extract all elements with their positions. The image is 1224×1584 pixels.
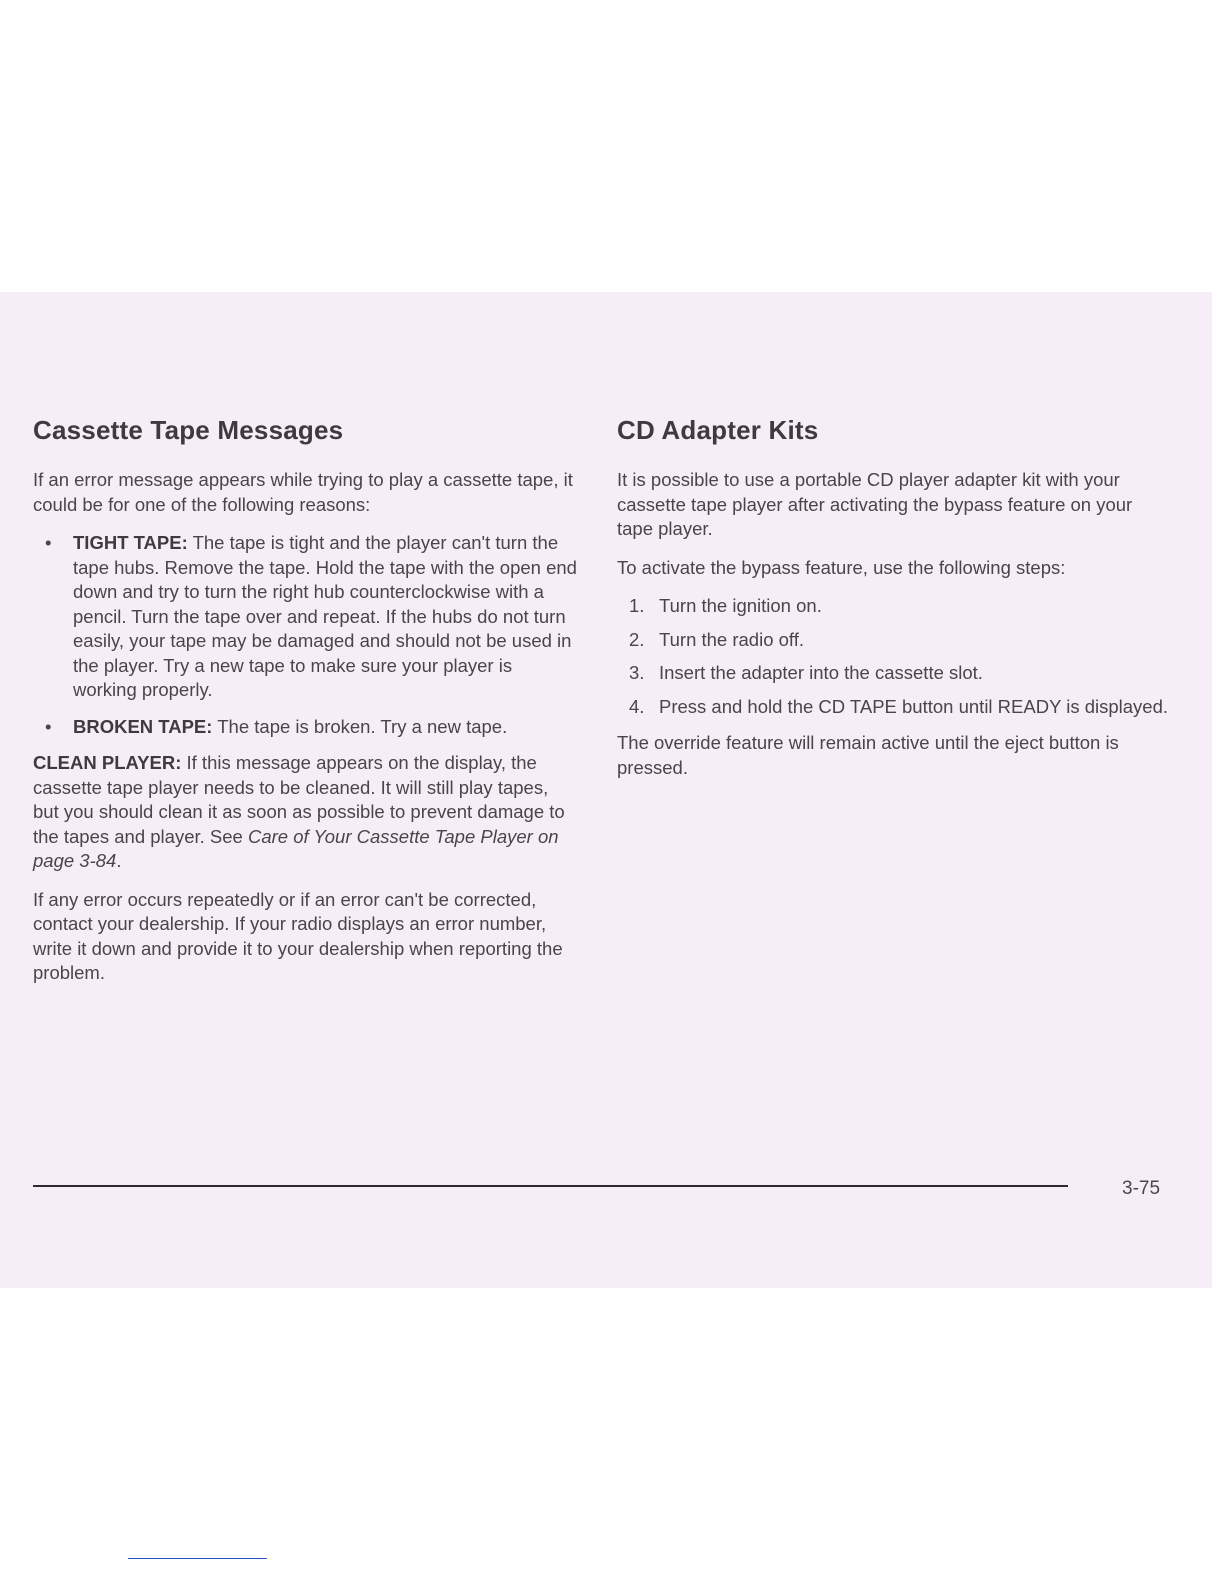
step-text: Turn the radio off. — [659, 628, 805, 650]
message-text: The tape is broken. Try a new tape. — [212, 715, 508, 737]
clean-player-text: If this message appears on the display, the cassette tape player needs to be cleaned. It will still play tapes, but you should clean it as soon as possible to prevent damage to the tapes and player. See — [33, 752, 565, 847]
message-term: BROKEN TAPE: — [73, 715, 213, 737]
link-underline — [128, 1558, 267, 1559]
list-item — [33, 715, 578, 740]
cd-adapter-intro: It is possible to use a portable CD player adapter kit with your cassette tape player after activating the bypass feature on your tape player. — [617, 469, 1133, 539]
list-item — [617, 628, 1172, 653]
section-heading-cassette: Cassette Tape Messages — [33, 415, 344, 445]
cassette-closing: If any error occurs repeatedly or if an error can't be corrected, contact your dealership. If your radio displays an error number, write it down and provide it to your dealership when reporting the problem. — [33, 888, 563, 983]
step-text: Press and hold the CD TAPE button until READY is displayed. — [659, 695, 1169, 717]
cross-reference: Care of Your Cassette Tape Player on page 3-84 — [33, 825, 559, 871]
list-item — [617, 594, 1172, 619]
step-number: 1. — [629, 595, 645, 616]
cd-adapter-closing: The override feature will remain active until the eject button is pressed. — [617, 732, 1119, 778]
step-text: Insert the adapter into the cassette slot. — [659, 662, 983, 683]
section-heading-cd-adapter: CD Adapter Kits — [617, 415, 819, 445]
bullet-icon: • — [45, 532, 52, 553]
cassette-intro: If an error message appears while trying to play a cassette tape, it could be for one of the following reasons: — [33, 469, 573, 515]
step-text: Turn the ignition on. — [659, 595, 822, 616]
message-text: The tape is tight and the player can't turn the tape hubs. Remove the tape. Hold the tape with the open end down and try to turn the right hub counterclockwise with a pencil. Turn the tape over and repeat. If the hubs do not turn easily, your tape may be damaged and should not be used in the player. Try a new tape to make sure your player is working properly. — [73, 532, 577, 700]
step-number: 2. — [629, 628, 645, 650]
list-item — [617, 695, 1172, 720]
message-term: CLEAN PLAYER: — [33, 752, 182, 773]
step-number: 3. — [629, 662, 645, 683]
message-term: TIGHT TAPE: — [73, 532, 188, 553]
list-item — [33, 531, 578, 703]
page-number: 3-75 — [1122, 1178, 1161, 1199]
list-item — [617, 661, 1172, 686]
cassette-message-list — [33, 531, 578, 739]
steps-lead: To activate the bypass feature, use the following steps: — [617, 556, 1066, 578]
right-column — [617, 415, 1172, 794]
left-column — [33, 415, 578, 1000]
bypass-steps-list — [617, 594, 1172, 719]
footer-rule — [33, 1185, 1068, 1187]
step-number: 4. — [629, 695, 645, 717]
clean-player-paragraph — [33, 751, 578, 874]
bullet-icon: • — [45, 715, 52, 737]
sentence-end: . — [116, 850, 122, 871]
